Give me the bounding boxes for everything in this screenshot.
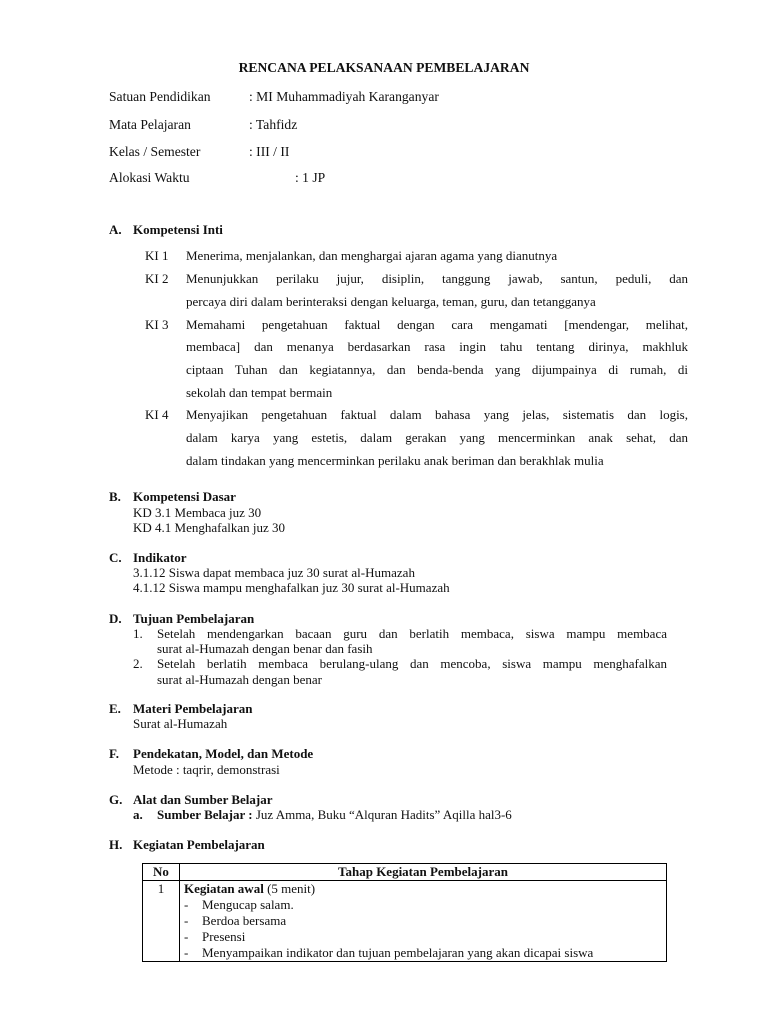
row-1-no: 1: [143, 881, 180, 962]
indicator-2: 4.1.12 Siswa mampu menghafalkan juz 30 surat al-Humazah: [133, 580, 450, 595]
identity-value-class: : III / II: [249, 144, 290, 159]
section-e-heading: Materi Pembelajaran: [133, 701, 253, 716]
kd-2: KD 4.1 Menghafalkan juz 30: [133, 520, 285, 535]
section-d-letter: D.: [109, 611, 122, 626]
ki-4-line-1: Menyajikan pengetahuan faktual dalam bahasa yang jelas, sistematis dan logis,: [186, 407, 688, 422]
table-header-row: [143, 864, 667, 881]
ki-2-line-1: Menunjukkan perilaku jujur, disiplin, tanggung jawab, santun, peduli, dan: [186, 271, 688, 286]
ki-4-code: KI 4: [145, 407, 169, 422]
goal-1-line-2: surat al-Humazah dengan benar dan fasih: [157, 641, 373, 656]
section-c-letter: C.: [109, 550, 122, 565]
goal-2-num: 2.: [133, 656, 143, 671]
identity-label-time: Alokasi Waktu: [109, 170, 190, 185]
header-stage: Tahap Kegiatan Pembelajaran: [180, 864, 667, 881]
identity-label-school: Satuan Pendidikan: [109, 89, 211, 104]
document-title: RENCANA PELAKSANAAN PEMBELAJARAN: [238, 60, 530, 75]
ki-4-line-3: dalam tindakan yang mencerminkan perilaku anak beriman dan berakhlak mulia: [186, 453, 604, 468]
identity-value-school: : MI Muhammadiyah Karanganyar: [249, 89, 439, 104]
source-row: [133, 807, 512, 823]
section-g-letter: G.: [109, 792, 123, 807]
identity-label-subject: Mata Pelajaran: [109, 117, 191, 132]
goal-2-line-2: surat al-Humazah dengan benar: [157, 672, 322, 687]
step-text: Menyampaikan indikator dan tujuan pembelajaran yang akan dicapai siswa: [202, 945, 594, 960]
section-h-letter: H.: [109, 837, 123, 852]
source-letter: a.: [133, 807, 143, 822]
row-1-stage: Kegiatan awal: [184, 881, 264, 896]
kd-1: KD 3.1 Membaca juz 30: [133, 505, 262, 520]
row-1-step-2: - Berdoa bersama: [184, 913, 287, 928]
step-text: Presensi: [202, 929, 246, 944]
ki-2-line-2: percaya diri dalam berinteraksi dengan keluarga, teman, guru, dan tetangganya: [186, 294, 596, 309]
materi-text: Surat al-Humazah: [133, 716, 228, 731]
method-text: Metode : taqrir, demonstrasi: [133, 762, 280, 777]
goal-2-line-1: Setelah berlatih membaca berulang-ulang dan mencoba, siswa mampu menghafalkan: [157, 656, 667, 671]
section-b-heading: Kompetensi Dasar: [133, 489, 236, 504]
step-text: Mengucap salam.: [202, 897, 294, 912]
section-g-heading: Alat dan Sumber Belajar: [133, 792, 273, 807]
row-1-content: [180, 881, 667, 962]
table-row: [143, 881, 667, 962]
section-a-heading: Kompetensi Inti: [133, 222, 223, 237]
section-b-letter: B.: [109, 489, 121, 504]
row-1-step-4: - Menyampaikan indikator dan tujuan pembelajaran yang akan dicapai siswa: [184, 945, 594, 960]
ki-1-code: KI 1: [145, 248, 169, 263]
section-a-letter: A.: [109, 222, 122, 237]
ki-3-line-3: ciptaan Tuhan dan kegiatannya, dan benda-benda yang dijumpainya di rumah, di: [186, 362, 688, 377]
section-f-heading: Pendekatan, Model, dan Metode: [133, 746, 314, 761]
goal-1-num: 1.: [133, 626, 143, 641]
activity-table: [142, 863, 667, 962]
row-1-duration: (5 menit): [263, 881, 316, 896]
step-text: Berdoa bersama: [202, 913, 287, 928]
indicator-1: 3.1.12 Siswa dapat membaca juz 30 surat al-Humazah: [133, 565, 415, 580]
row-1-stage-line: [184, 881, 662, 897]
goal-1-line-1: Setelah mendengarkan bacaan guru dan berlatih membaca, siswa mampu membaca: [157, 626, 667, 641]
row-1-step-3: - Presensi: [184, 929, 246, 944]
source-label: Sumber Belajar :: [157, 807, 253, 822]
section-d-heading: Tujuan Pembelajaran: [133, 611, 255, 626]
header-no: No: [143, 864, 180, 881]
source-text: Juz Amma, Buku “Alquran Hadits” Aqilla hal3-6: [252, 807, 512, 822]
row-1-step-1: - Mengucap salam.: [184, 897, 294, 912]
identity-value-subject: : Tahfidz: [249, 117, 298, 132]
ki-2-code: KI 2: [145, 271, 169, 286]
ki-1-line-1: Menerima, menjalankan, dan menghargai ajaran agama yang dianutnya: [186, 248, 558, 263]
section-h-heading: Kegiatan Pembelajaran: [133, 837, 265, 852]
identity-value-time: : 1 JP: [295, 170, 326, 185]
ki-3-line-1: Memahami pengetahuan faktual dengan cara mengamati [mendengar, melihat,: [186, 317, 688, 332]
section-e-letter: E.: [109, 701, 121, 716]
ki-3-line-4: sekolah dan tempat bermain: [186, 385, 333, 400]
section-f-letter: F.: [109, 746, 119, 761]
ki-3-line-2: membaca] dan menanya berdasarkan rasa ingin tahu tentang dirinya, makhluk: [186, 339, 688, 354]
section-c-heading: Indikator: [133, 550, 187, 565]
identity-label-class: Kelas / Semester: [109, 144, 201, 159]
ki-4-line-2: dalam karya yang estetis, dalam gerakan yang mencerminkan anak sehat, dan: [186, 430, 688, 445]
ki-3-code: KI 3: [145, 317, 169, 332]
